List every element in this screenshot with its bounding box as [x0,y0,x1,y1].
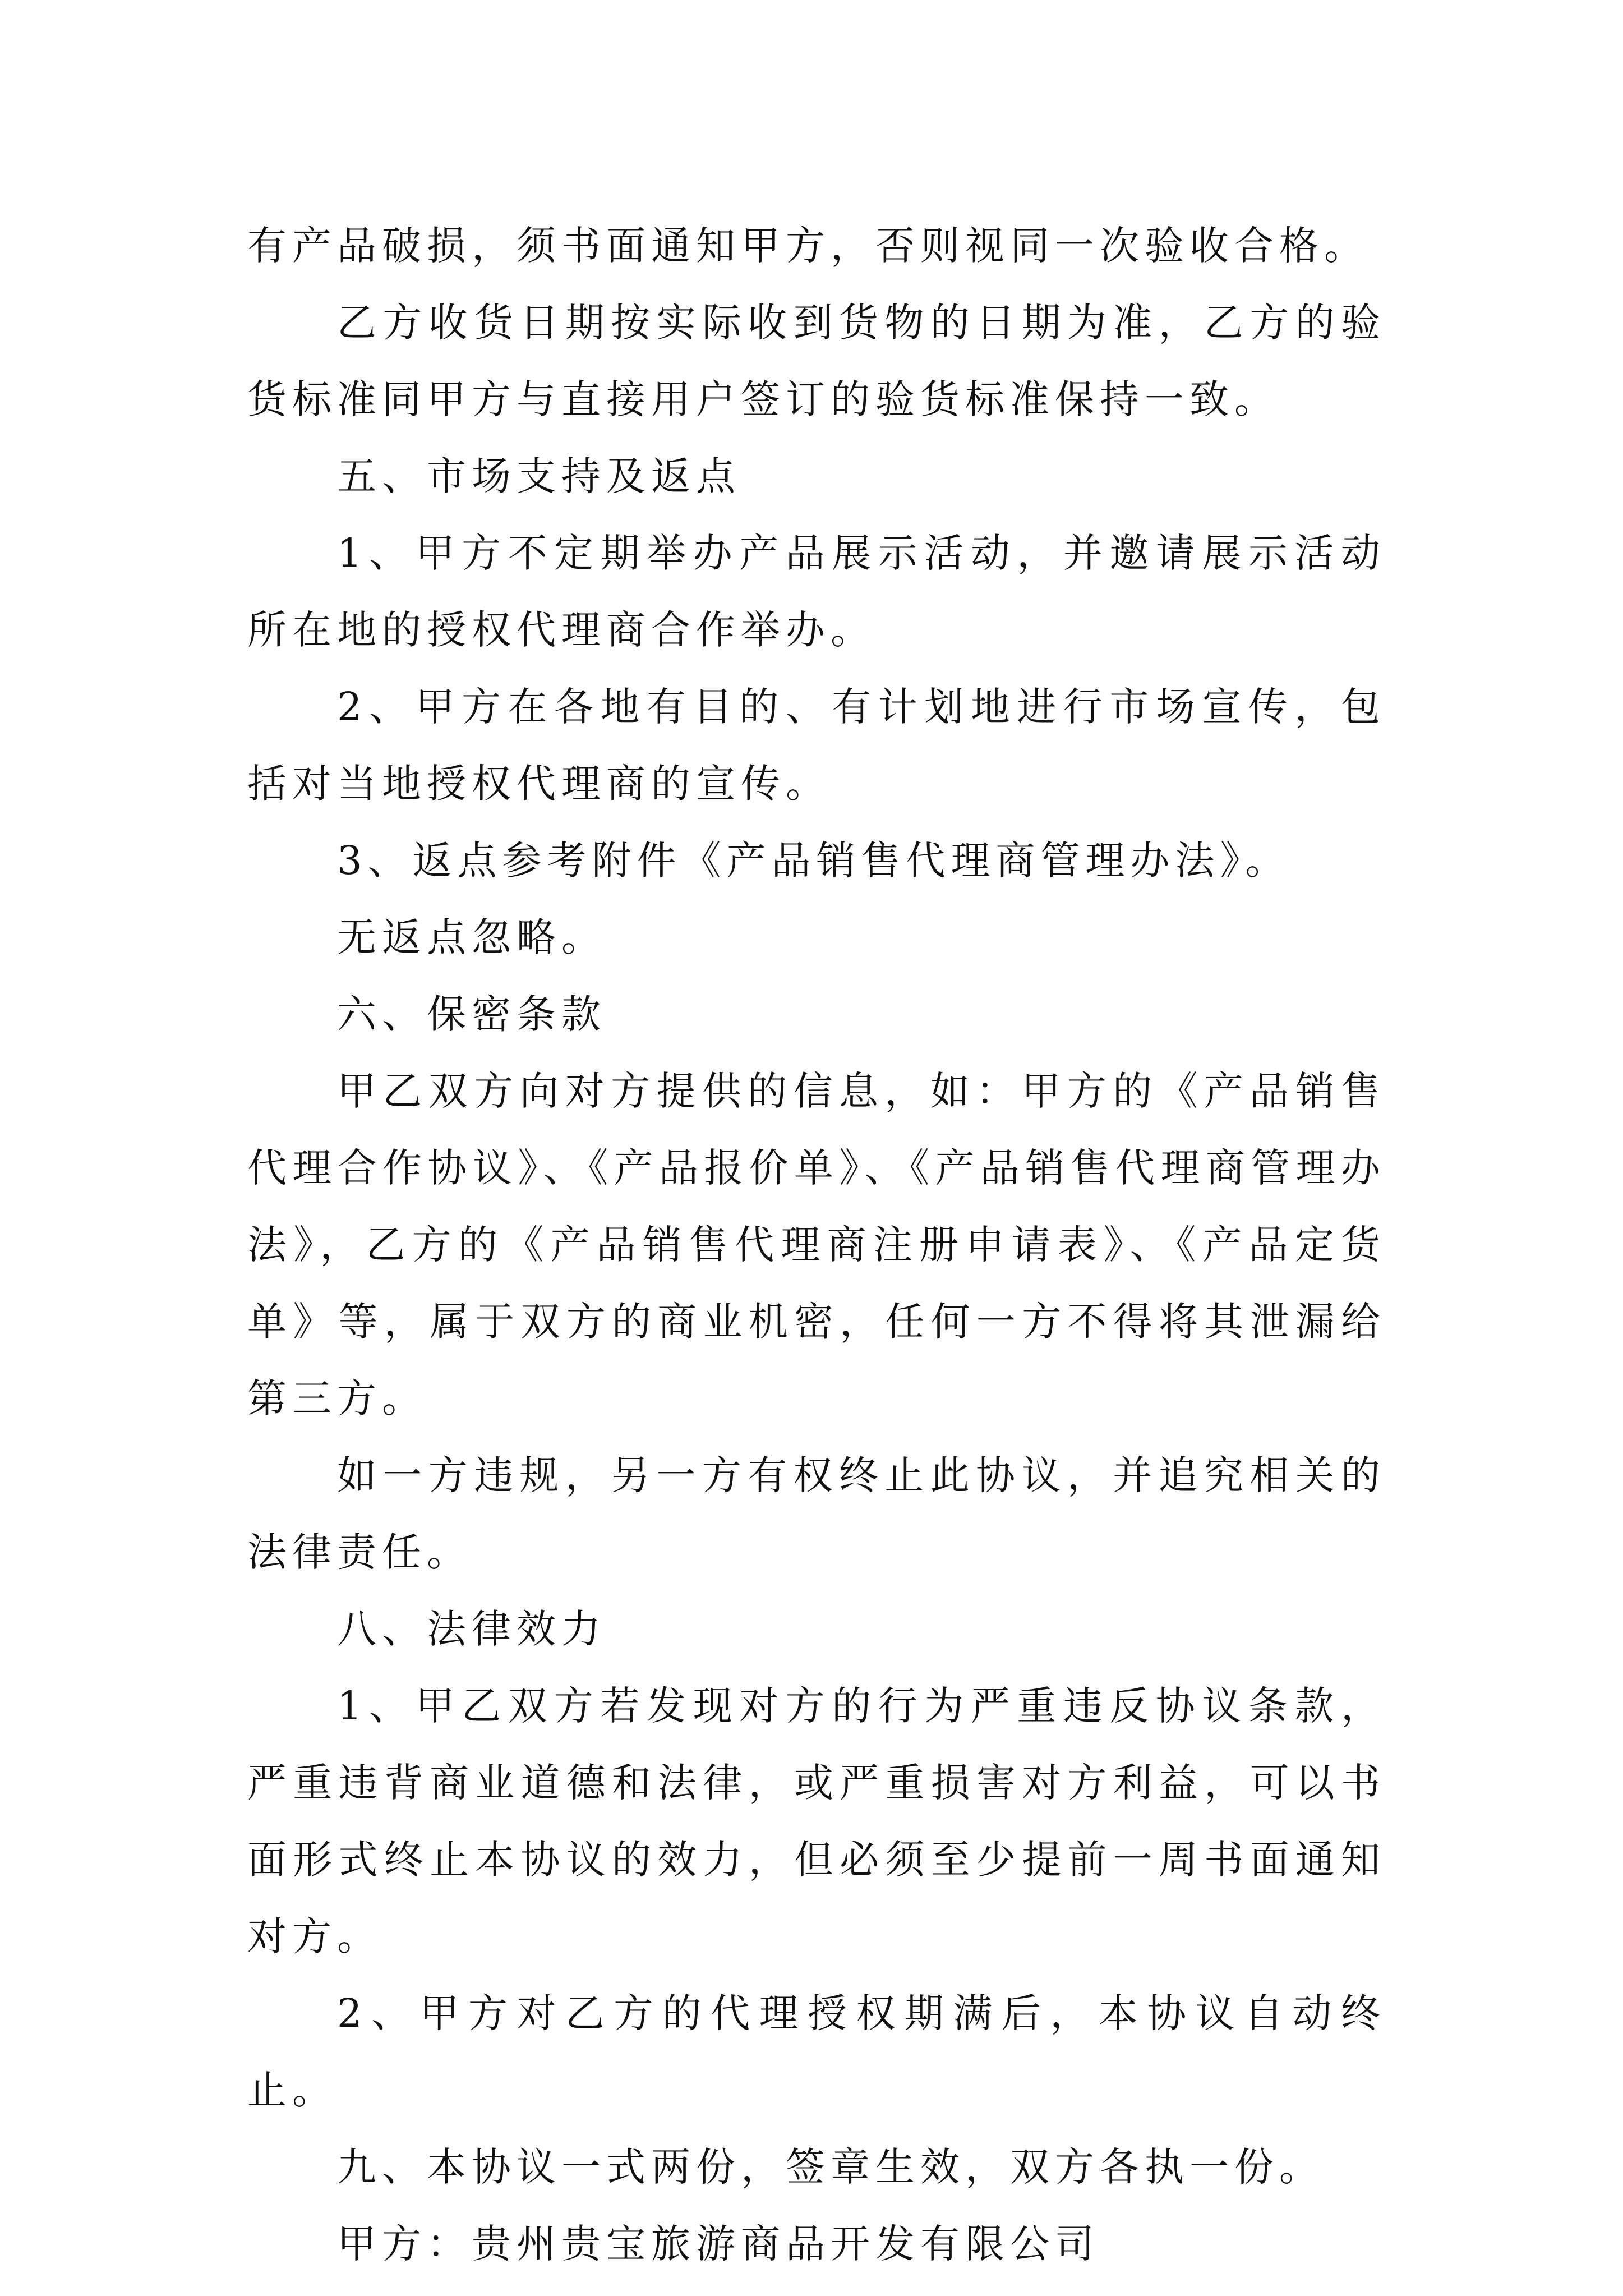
party-a-signature-line: 甲方：贵州贵宝旅游商品开发有限公司 [337,2221,1100,2267]
paragraph-receipt-date: 乙方收货日期按实际收到货物的日期为准，乙方的验货标准同甲方与直接用户签订的验货标准保持一致。 [247,300,1386,422]
section-heading-legal-effect: 八、法律效力 [337,1606,606,1652]
paragraph-confidential-info: 甲乙双方向对方提供的信息，如：甲方的《产品销售代理合作协议》、《产品报价单》、《产品销售代理商管理办法》，乙方的《产品销售代理商注册申请表》、《产品定货单》等，属于双方的商业机密，任何一方不得将其泄漏给第三方。 [247,1068,1386,1421]
paragraph-expiry: 2、甲方对乙方的代理授权期满后，本协议自动终止。 [247,1990,1386,2113]
paragraph-violation: 如一方违规，另一方有权终止此协议，并追究相关的法律责任。 [247,1452,1386,1575]
paragraph-marketing: 2、甲方在各地有目的、有计划地进行市场宣传，包括对当地授权代理商的宣传。 [247,684,1386,807]
paragraph-copies: 九、本协议一式两份，签章生效，双方各执一份。 [337,2144,1324,2190]
paragraph-no-rebate: 无返点忽略。 [337,914,606,960]
section-heading-confidentiality: 六、保密条款 [337,991,606,1037]
paragraph-inspection-damage: 有产品破损，须书面通知甲方，否则视同一次验收合格。 [247,223,1369,269]
document-body [247,208,1386,2283]
paragraph-exhibition: 1、甲方不定期举办产品展示活动，并邀请展示活动所在地的授权代理商合作举办。 [247,530,1386,653]
paragraph-rebate-reference: 3、返点参考附件《产品销售代理商管理办法》。 [337,838,1290,884]
paragraph-termination: 1、甲乙双方若发现对方的行为严重违反协议条款，严重违背商业道德和法律，或严重损害对方利益，可以书面形式终止本协议的效力，但必须至少提前一周书面通知对方。 [247,1683,1386,1959]
section-heading-market-support: 五、市场支持及返点 [337,453,741,499]
